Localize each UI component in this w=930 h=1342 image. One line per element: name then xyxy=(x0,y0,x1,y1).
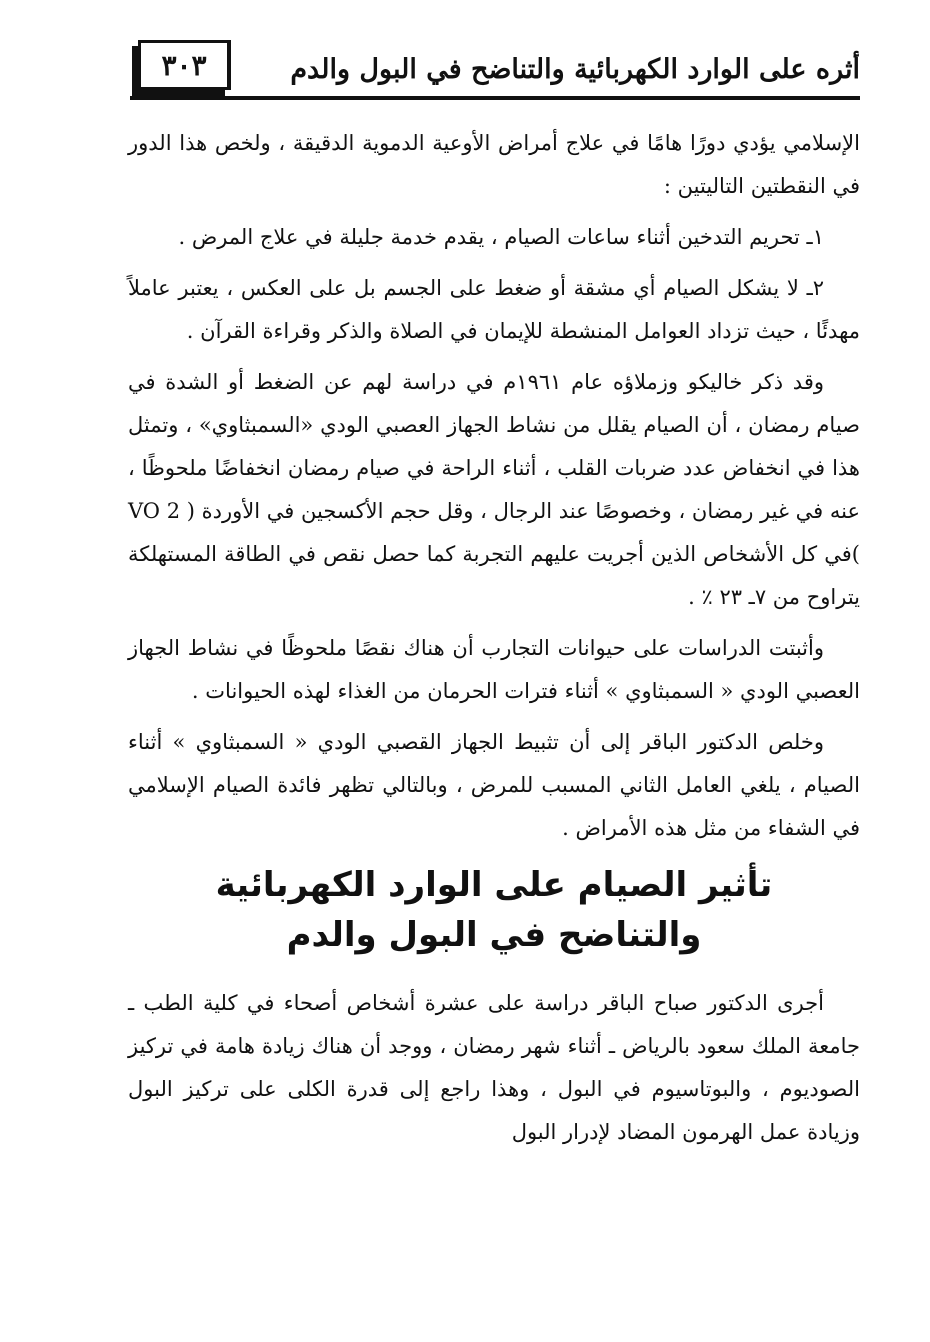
section-heading-line-1: تأثير الصيام على الوارد الكهربائية xyxy=(215,865,773,905)
paragraph-continuation: الإسلامي يؤدي دورًا هامًا في علاج أمراض الأوعية الدموية الدقيقة ، ولخص هذا الدور في النقطتين التاليتين : xyxy=(128,131,860,198)
body-text xyxy=(128,122,860,1162)
section-heading-line-2: والتناضح في البول والدم xyxy=(286,915,702,955)
paragraph-khaliko-study: وقد ذكر خاليكو وزملاؤه عام ١٩٦١م في دراسة لهم عن الضغط أو الشدة في صيام رمضان ، أن الصيام يقلل من نشاط الجهاز العصبي الودي «السمبثاوي» ، وتمثل هذا في انخفاض عدد ضربات القلب ، أثناء الراحة في صيام رمضان انخفاضًا ملحوظًا ، عنه في غير رمضان ، وخصوصًا عند الرجال ، وقل حجم الأكسجين في الأوردة ( VO 2 )في كل الأشخاص الذين أجريت عليهم التجربة كما حصل نقص في الطاقة المستهلكة يتراوح من ٧ـ ٢٣ ٪ . xyxy=(128,370,860,609)
paragraph-conclusion: وخلص الدكتور الباقر إلى أن تثبيط الجهاز القصبي الودي « السمبثاوي » أثناء الصيام ، يلغي العامل الثاني المسبب للمرض ، وبالتالي تظهر فائدة الصيام الإسلامي في الشفاء من مثل هذه الأمراض . xyxy=(128,730,860,840)
paragraph-section-study: أجرى الدكتور صباح الباقر دراسة على عشرة أشخاص أصحاء في كلية الطب ـ جامعة الملك سعود بالرياض ـ أثناء شهر رمضان ، ووجد أن هناك زيادة هامة في تركيز الصوديوم ، والبوتاسيوم في البول ، وهذا راجع إلى قدرة الكلى على تركيز البول وزيادة عمل الهرمون المضاد لإدرار البول xyxy=(128,991,860,1144)
running-header-title: أثره على الوارد الكهربائية والتناضح في البول والدم xyxy=(290,54,860,85)
paragraph-point-1: ١ـ تحريم التدخين أثناء ساعات الصيام ، يقدم خدمة جليلة في علاج المرض . xyxy=(178,225,824,249)
page-number: ٣٠٣ xyxy=(138,40,231,90)
header-rule xyxy=(130,96,860,100)
running-header xyxy=(130,40,860,102)
section-heading xyxy=(128,860,860,960)
paragraph-animal-studies: وأثبتت الدراسات على حيوانات التجارب أن هناك نقصًا ملحوظًا في نشاط الجهاز العصبي الودي « السمبثاوي » أثناء فترات الحرمان من الغذاء لهذه الحيوانات . xyxy=(128,636,860,703)
paragraph-point-2: ٢ـ لا يشكل الصيام أي مشقة أو ضغط على الجسم بل على العكس ، يعتبر عاملاً مهدئًا ، حيث تزداد العوامل المنشطة للإيمان في الصلاة والذكر وقراءة القرآن . xyxy=(128,276,860,343)
